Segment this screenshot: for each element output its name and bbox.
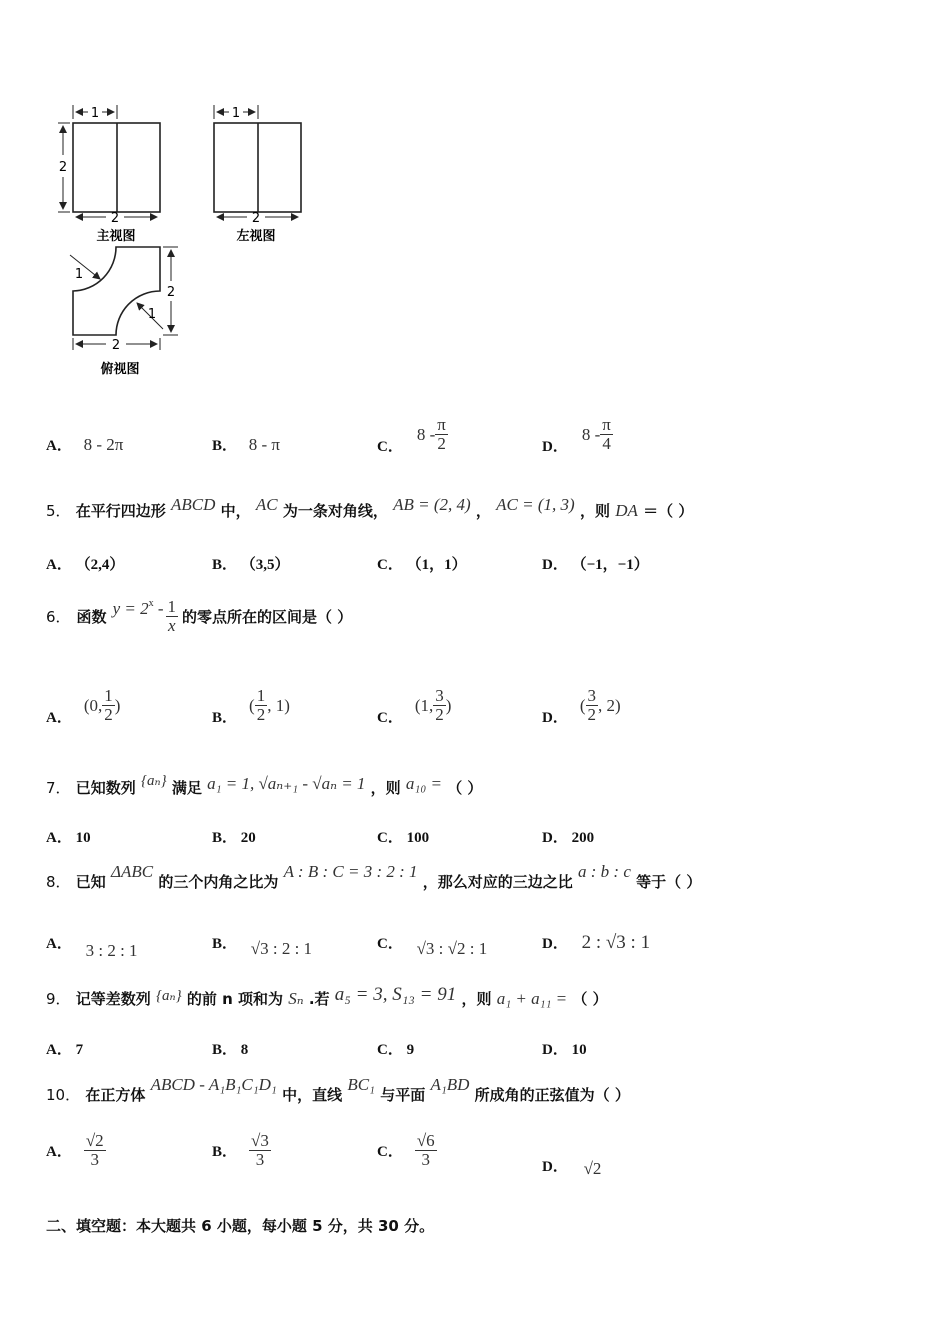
option-value: 10 <box>571 1042 587 1058</box>
question-text: ，则 <box>370 779 401 797</box>
question-text: ，那么对应的三边之比 <box>422 873 573 891</box>
q8-option-a[interactable] <box>46 932 138 960</box>
math-expression: a₁ + a₁₁ = <box>496 989 568 1008</box>
q5-option-b[interactable] <box>212 553 290 574</box>
option-letter: B． <box>212 936 238 952</box>
question-text: 在平行四边形 <box>75 502 166 520</box>
question-text: ，则 <box>579 502 610 520</box>
question-text: （ ） <box>447 779 483 797</box>
math-expression: BC₁ <box>347 1075 375 1094</box>
fraction-denominator: 3 <box>255 1149 265 1169</box>
question-text: ，则 <box>461 990 492 1008</box>
q4-option-d[interactable] <box>542 413 613 456</box>
math-expression: {aₙ} <box>141 773 167 789</box>
fraction-denominator: 2 <box>256 705 266 724</box>
q6-option-a[interactable] <box>46 684 120 727</box>
question-5 <box>46 495 694 521</box>
question-text: 满足 <box>171 779 202 797</box>
option-letter: A． <box>46 710 72 726</box>
top-dim-radius-1: 1 <box>74 267 84 282</box>
q5-option-d[interactable] <box>542 553 649 574</box>
q8-option-b[interactable] <box>212 932 313 958</box>
interval-right: , 1) <box>267 695 290 715</box>
side-view <box>214 105 301 244</box>
option-letter: C． <box>377 1143 403 1160</box>
function-exponent: x <box>148 597 154 609</box>
question-10 <box>46 1075 630 1105</box>
option-value: 7 <box>75 1042 84 1058</box>
option-value: 20 <box>240 830 256 846</box>
question-text: 中， <box>220 502 251 520</box>
option-value: 9 <box>406 1042 415 1058</box>
math-expression: A₁BD <box>430 1075 470 1094</box>
option-letter: A． <box>46 438 72 454</box>
interval-fraction <box>255 687 268 724</box>
question-text: 中，直线 <box>282 1086 343 1104</box>
option-value: √2 <box>583 1159 602 1178</box>
question-text: 的零点所在的区间是（ ） <box>182 607 353 626</box>
option-letter: C． <box>377 1042 403 1058</box>
three-view-figure <box>40 95 320 385</box>
option-value: √3 : 2 : 1 <box>250 939 313 958</box>
interval-fraction <box>102 687 115 724</box>
side-dim-top: 1 <box>231 106 241 121</box>
option-value: 10 <box>75 830 91 846</box>
side-dim-bottom: 2 <box>251 211 261 226</box>
question-number: 9． <box>46 990 71 1008</box>
q6-option-c[interactable] <box>377 684 451 727</box>
option-fraction <box>84 1132 106 1169</box>
question-text: 所成角的正弦值为（ ） <box>474 1086 630 1104</box>
q9-option-a[interactable] <box>46 1038 83 1059</box>
front-view <box>58 105 160 244</box>
option-letter: A． <box>46 936 72 952</box>
fraction-denominator: x <box>167 615 176 635</box>
math-expression: A : B : C = 3 : 2 : 1 <box>283 862 418 881</box>
math-expression: AC <box>255 495 278 514</box>
option-letter: C． <box>377 936 403 952</box>
question-number: 8． <box>46 873 71 891</box>
front-view-label: 主视图 <box>96 229 136 244</box>
option-value: √3 : √2 : 1 <box>416 939 488 958</box>
fraction-denominator: 2 <box>104 705 113 724</box>
question-7 <box>46 773 483 798</box>
math-expression: AB = (2, 4) <box>393 495 471 514</box>
q4-option-a[interactable] <box>46 434 123 455</box>
q7-option-c[interactable] <box>377 826 429 847</box>
option-letter: B． <box>212 1143 238 1160</box>
question-text: ， <box>475 502 491 520</box>
function-expression <box>113 598 164 619</box>
q10-option-b[interactable] <box>212 1132 271 1169</box>
section-2-heading: 二、填空题：本大题共 6 小题，每小题 5 分，共 30 分。 <box>46 1217 435 1235</box>
q8-option-c[interactable] <box>377 932 488 958</box>
question-text: ＝（ ） <box>643 502 694 520</box>
option-value: 100 <box>406 830 430 846</box>
q10-option-a[interactable] <box>46 1132 106 1169</box>
question-text: 记等差数列 <box>75 990 151 1008</box>
option-fraction <box>249 1132 271 1169</box>
question-text: （ ） <box>572 990 608 1008</box>
q7-option-d[interactable] <box>542 826 594 847</box>
option-letter: D． <box>542 830 568 846</box>
q8-option-d[interactable] <box>542 932 650 954</box>
fraction-numerator: √3 <box>251 1131 269 1150</box>
q9-option-c[interactable] <box>377 1038 414 1059</box>
option-letter: C． <box>377 557 403 573</box>
q4-option-c[interactable] <box>377 413 448 456</box>
math-expression: a₅ = 3, S₁₃ = 91 <box>334 984 457 1005</box>
front-dim-top: 1 <box>90 106 100 121</box>
q6-option-b[interactable] <box>212 684 290 727</box>
interval-right: , 2) <box>598 695 621 715</box>
question-6 <box>46 598 352 635</box>
question-8 <box>46 862 702 892</box>
fraction-denominator: 2 <box>437 434 446 453</box>
option-value: （3,5） <box>240 557 290 573</box>
option-letter: A． <box>46 557 72 573</box>
fraction-numerator: 3 <box>435 686 444 706</box>
option-fraction <box>415 1132 437 1169</box>
top-view-label: 俯视图 <box>100 362 140 377</box>
question-text: 已知 <box>75 873 106 891</box>
question-text: 与平面 <box>380 1086 426 1104</box>
math-expression: {aₙ} <box>156 988 182 1004</box>
q7-option-b[interactable] <box>212 826 256 847</box>
q5-option-c[interactable] <box>377 553 467 574</box>
q10-option-c[interactable] <box>377 1132 437 1169</box>
option-letter: B． <box>212 710 238 726</box>
math-expression: ABCD <box>171 495 216 514</box>
fraction-numerator: π <box>602 415 611 435</box>
question-number: 6． <box>46 607 71 626</box>
fraction-denominator: 3 <box>421 1149 431 1169</box>
question-text: 为一条对角线， <box>282 502 388 520</box>
math-expression: Sₙ <box>288 989 304 1008</box>
function-fraction <box>166 598 179 635</box>
question-text: 已知数列 <box>75 779 136 797</box>
math-expression: a : b : c <box>578 862 631 881</box>
option-letter: D． <box>542 557 568 573</box>
function-minus: - <box>153 598 164 618</box>
option-prefix: 8 - <box>581 424 601 444</box>
math-expression: ABCD - A₁B₁C₁D₁ <box>150 1075 277 1094</box>
question-number: 10． <box>46 1086 81 1104</box>
fraction-numerator: √2 <box>85 1131 104 1150</box>
option-prefix: 8 - <box>416 424 436 444</box>
option-value: 8 - π <box>248 435 281 454</box>
option-letter: B． <box>212 1042 238 1058</box>
option-letter: A． <box>46 830 72 846</box>
question-number: 5． <box>46 502 71 520</box>
fraction-numerator: √6 <box>416 1131 435 1150</box>
function-base: y = 2 <box>112 598 149 618</box>
option-letter: B． <box>212 438 238 454</box>
fraction-denominator: 3 <box>90 1149 100 1169</box>
option-letter: D． <box>542 1159 568 1175</box>
option-letter: A． <box>46 1143 72 1160</box>
fraction-denominator: 4 <box>602 434 611 453</box>
front-dim-left: 2 <box>58 160 68 175</box>
option-letter: D． <box>542 1042 568 1058</box>
top-dim-right: 2 <box>166 285 176 300</box>
q5-option-a[interactable] <box>46 553 124 574</box>
interval-left: (0, <box>83 695 103 715</box>
top-dim-bottom: 2 <box>111 338 121 353</box>
question-text: 的前 n 项和为 <box>186 990 283 1008</box>
q6-option-d[interactable] <box>542 684 621 727</box>
question-text: 等于（ ） <box>636 873 702 891</box>
interval-left: (1, <box>414 695 434 715</box>
fraction-numerator: 1 <box>256 686 266 706</box>
fraction-denominator: 2 <box>435 705 444 724</box>
option-value: 8 - 2π <box>83 435 124 454</box>
option-letter: C． <box>377 439 403 455</box>
option-letter: D． <box>542 710 568 726</box>
interval-left: ( <box>579 695 586 715</box>
interval-fraction <box>433 687 446 724</box>
interval-right: ) <box>114 695 121 715</box>
question-9 <box>46 984 608 1010</box>
option-letter: B． <box>212 830 238 846</box>
option-letter: A． <box>46 1042 72 1058</box>
fraction-numerator: 1 <box>167 597 177 616</box>
option-letter: C． <box>377 830 403 846</box>
q9-option-d[interactable] <box>542 1038 587 1059</box>
option-value: 3 : 2 : 1 <box>85 941 138 960</box>
top-dim-radius-2: 1 <box>147 307 157 322</box>
option-letter: D． <box>542 439 568 455</box>
fraction-denominator: 2 <box>587 705 597 724</box>
question-text: 的三个内角之比为 <box>158 873 279 891</box>
math-expression: a₁ = 1, √aₙ₊₁ - √aₙ = 1 <box>207 774 366 793</box>
option-letter: D． <box>542 936 568 952</box>
q7-option-a[interactable] <box>46 826 91 847</box>
q4-option-b[interactable] <box>212 434 280 455</box>
math-expression: a₁₀ = <box>405 774 442 793</box>
math-expression: AC = (1, 3) <box>496 495 575 514</box>
fraction-numerator: π <box>437 415 446 435</box>
top-view <box>70 247 178 377</box>
option-value: 2 : √3 : 1 <box>581 932 651 953</box>
option-value: （−1，−1） <box>571 557 649 573</box>
option-letter: C． <box>377 710 403 726</box>
question-text: .若 <box>308 990 330 1008</box>
math-expression: ΔABC <box>111 862 154 881</box>
question-text: 在正方体 <box>85 1086 146 1104</box>
side-view-label: 左视图 <box>236 229 276 244</box>
interval-left: ( <box>249 695 255 715</box>
question-text: 函数 <box>76 607 107 626</box>
option-fraction <box>435 416 448 453</box>
option-fraction <box>600 416 613 453</box>
interval-right: ) <box>445 695 452 715</box>
option-value: （1，1） <box>406 557 467 573</box>
option-value: 200 <box>571 830 595 846</box>
option-value: （2,4） <box>75 557 125 573</box>
q9-option-b[interactable] <box>212 1038 248 1059</box>
fraction-numerator: 3 <box>587 686 597 706</box>
option-value: 8 <box>240 1042 249 1058</box>
q10-option-d[interactable] <box>542 1155 601 1176</box>
math-expression: DA <box>615 501 638 520</box>
option-letter: B． <box>212 557 238 573</box>
question-number: 7． <box>46 779 71 797</box>
interval-fraction <box>586 687 599 724</box>
front-dim-bottom: 2 <box>110 211 120 226</box>
fraction-numerator: 1 <box>104 686 113 706</box>
